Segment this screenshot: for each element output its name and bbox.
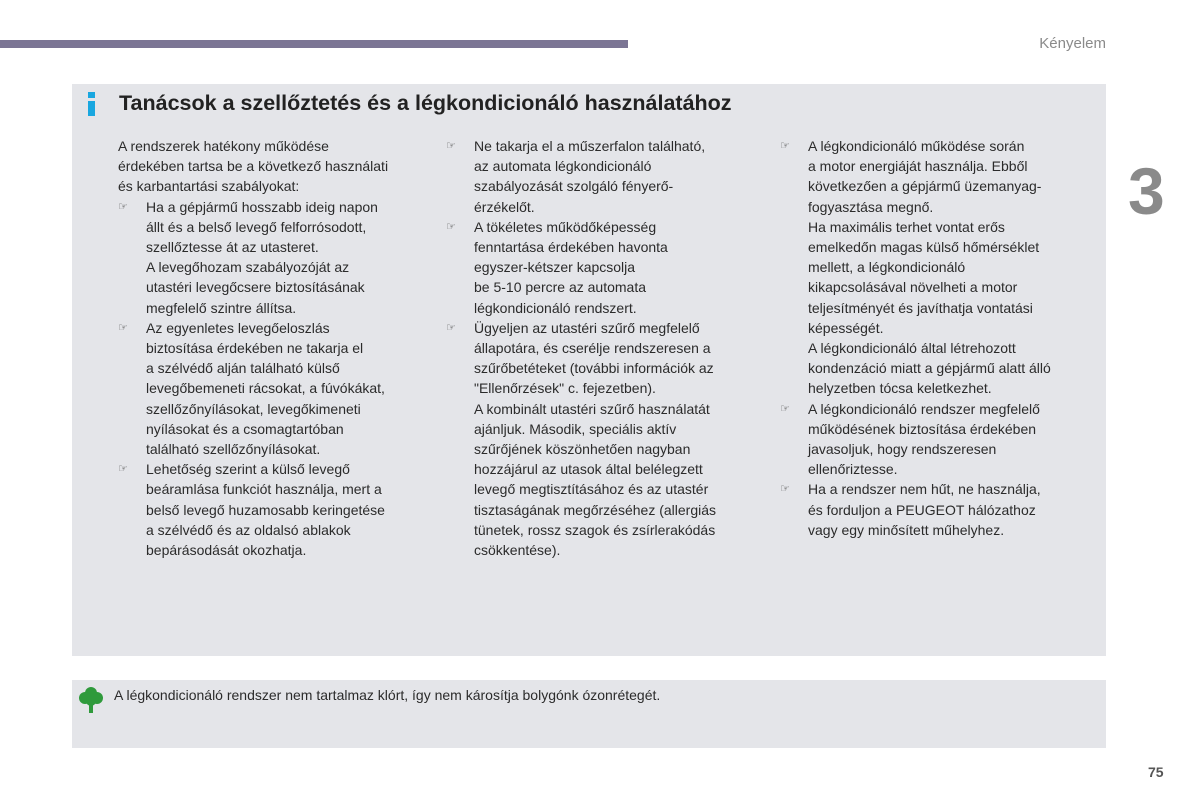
bullet-text: Ne takarja el a műszerfalon található, az automata légkondicionáló szabályozását szolgáló fényerő- érzékelőt. (474, 138, 706, 215)
pointing-hand-icon: ☞ (118, 321, 128, 334)
bullet-continuation: A kombinált utastéri szűrő használatát ajánljuk. Második, speciális aktív szűrőjének köszönhetően nagyban hozzájárul az utasok által belélegzett levegő megtisztításához és az utastér tisztaságának megőrzéséhez (allergiás tünetek, rossz szagok és zsírlerakódás csökkentése). (474, 400, 717, 559)
tree-icon (79, 686, 103, 714)
info-column-1 (118, 136, 433, 560)
pointing-hand-icon: ☞ (780, 140, 790, 152)
pointing-hand-icon: ☞ (780, 402, 790, 415)
pointing-hand-icon: ☞ (118, 463, 128, 476)
bullet-item (780, 136, 1090, 217)
bullet-text: Lehetőség szerint a külső levegő beáramlása funkciót használja, mert a belső levegő huzamosabb keringetése a szélvédő és az oldalsó ablakok bepárásodását okozhatja. (146, 461, 385, 559)
section-title: Kényelem (1039, 35, 1106, 52)
bullet-item (446, 217, 756, 318)
bullet-text: A tökéletes működőképesség fenntartása érdekében havonta egyszer-kétszer kapcsolja be 5-10 percre az automata légkondicionáló rendszert. (474, 218, 668, 316)
chapter-number: 3 (1128, 154, 1165, 228)
bullet-text: Ha a rendszer nem hűt, ne használja, és forduljon a PEUGEOT hálózathoz vagy egy minősített műhelyhez. (808, 481, 1041, 538)
pointing-hand-icon: ☞ (446, 140, 456, 152)
intro-text: A rendszerek hatékony működése érdekében tartsa be a következő használati és karbantartási szabályokat: (118, 138, 389, 195)
eco-note-text: A légkondicionáló rendszer nem tartalmaz klórt, így nem károsítja bolygónk ózonrétegét. (114, 687, 661, 703)
bullet-item (118, 197, 433, 258)
bullet-text: Ha a gépjármű hosszabb ideig napon állt és a belső levegő felforrósodott, szellőztesse át az utasteret. (146, 198, 378, 256)
page-number: 75 (1148, 764, 1164, 780)
info-column-2 (446, 136, 756, 560)
pointing-hand-icon: ☞ (118, 200, 128, 213)
info-icon (88, 92, 95, 116)
pointing-hand-icon: ☞ (446, 321, 456, 334)
bullet-item (780, 479, 1090, 540)
bullet-text: Az egyenletes levegőeloszlás biztosítása érdekében ne takarja el a szélvédő alján található külső levegőbemeneti rácsokat, a fúvókákat, szellőzőnyílásokat, levegőkimeneti nyílásokat és a csomagtartóban található szellőzőnyílásokat. (146, 319, 385, 458)
bullet-item (446, 136, 756, 217)
bullet-text: A légkondicionáló rendszer megfelelő működésének biztosítása érdekében javasoljuk, hogy rendszeresen ellenőriztesse. (808, 400, 1040, 478)
bullet-continuation: A levegőhozam szabályozóját az utastéri levegőcsere biztosításának megfelelő szintre állítsa. (146, 259, 365, 316)
bullet-continuation: Ha maximális terhet vontat erős emelkedőn magas külső hőmérséklet mellett, a légkondicionáló kikapcsolásával növelheti a motor teljesítményét és javíthatja vontatási képességét. (808, 218, 1040, 336)
pointing-hand-icon: ☞ (780, 483, 790, 496)
bullet-item (446, 318, 756, 399)
pointing-hand-icon: ☞ (446, 220, 456, 233)
bullet-item (118, 459, 433, 560)
bullet-continuation: A légkondicionáló által létrehozott kondenzáció miatt a gépjármű alatt álló helyzetben tócsa keletkezhet. (808, 340, 1051, 397)
bullet-item (118, 318, 433, 459)
header-accent-bar (0, 40, 628, 48)
info-column-3 (780, 136, 1090, 540)
info-title: Tanácsok a szellőztetés és a légkondicionáló használatához (119, 91, 732, 115)
bullet-item (780, 399, 1090, 480)
bullet-text: Ügyeljen az utastéri szűrő megfelelő állapotára, és cserélje rendszeresen a szűrőbetéteket (további információk az "Ellenőrzések" c. fejezetben). (474, 319, 714, 397)
bullet-text: A légkondicionáló működése során a motor energiáját használja. Ebből következően a gépjármű üzemanyag- fogyasztása megnő. (808, 138, 1042, 215)
